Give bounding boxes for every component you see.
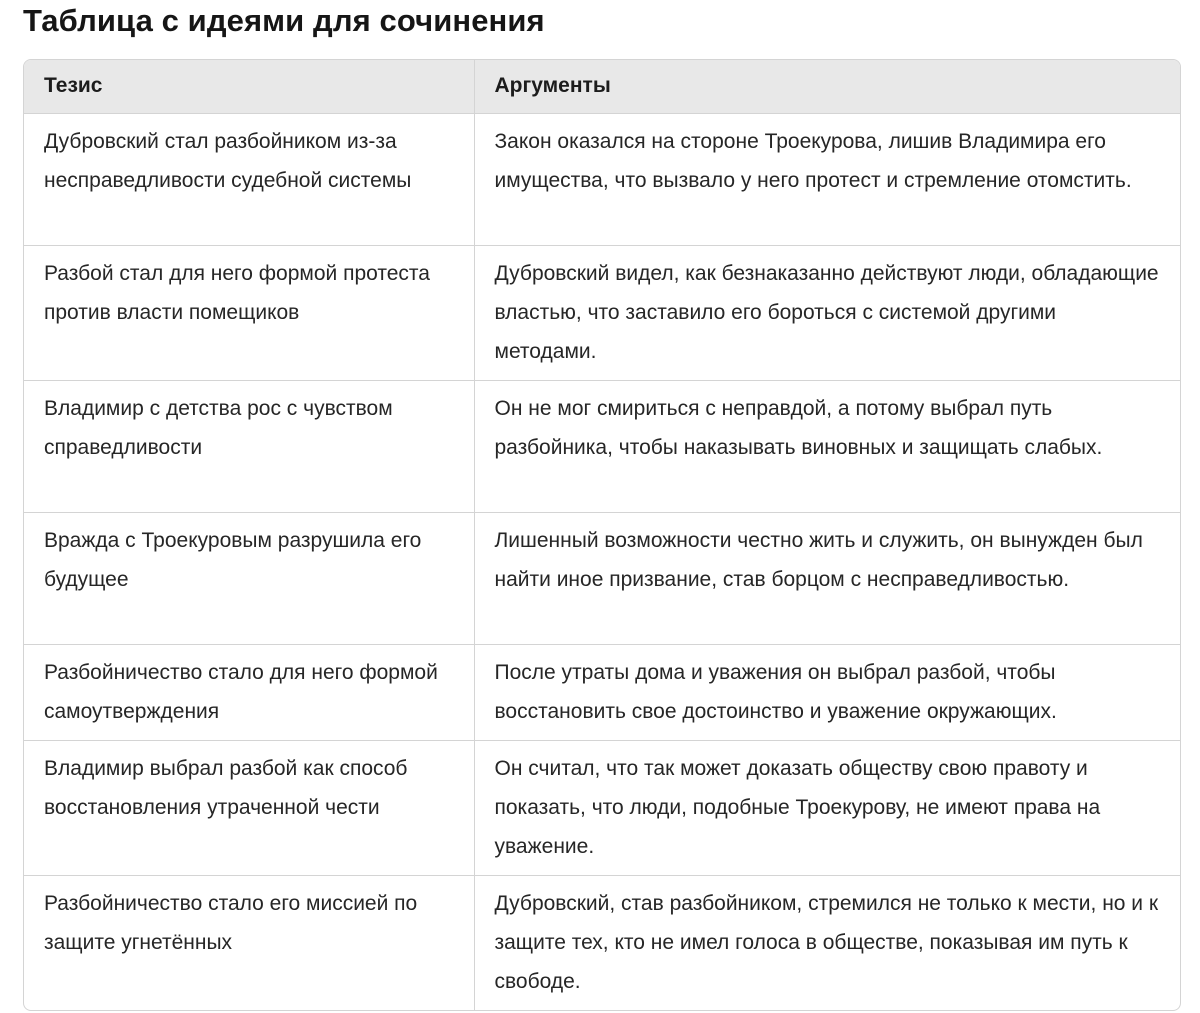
argument-cell: Лишенный возможности честно жить и служить, он вынужден был найти иное призвание, став борцом с несправедливостью.	[474, 512, 1180, 644]
table-row	[24, 380, 1180, 512]
thesis-cell: Разбойничество стало для него формой самоутверждения	[24, 644, 474, 740]
ideas-table	[24, 60, 1180, 1010]
ideas-table-container	[23, 59, 1181, 1011]
table-header-row	[24, 60, 1180, 113]
table-row	[24, 512, 1180, 644]
argument-cell: Он считал, что так может доказать обществу свою правоту и показать, что люди, подобные Троекурову, не имеют права на уважение.	[474, 740, 1180, 875]
table-row	[24, 875, 1180, 1010]
argument-cell: Закон оказался на стороне Троекурова, лишив Владимира его имущества, что вызвало у него протест и стремление отомстить.	[474, 113, 1180, 245]
argument-cell: После утраты дома и уважения он выбрал разбой, чтобы восстановить свое достоинство и уважение окружающих.	[474, 644, 1180, 740]
thesis-cell: Дубровский стал разбойником из-за несправедливости судебной системы	[44, 129, 412, 192]
argument-cell: Он не мог смириться с неправдой, а потому выбрал путь разбойника, чтобы наказывать виновных и защищать слабых.	[474, 380, 1180, 512]
thesis-cell: Владимир выбрал разбой как способ восстановления утраченной чести	[24, 740, 474, 875]
thesis-cell: Разбой стал для него формой протеста против власти помещиков	[24, 245, 474, 380]
table-row	[24, 113, 1180, 245]
thesis-cell: Владимир с детства рос с чувством справедливости	[24, 380, 474, 512]
table-row	[24, 740, 1180, 875]
page-title: Таблица с идеями для сочинения	[23, 3, 545, 38]
table-row	[24, 644, 1180, 740]
header-thesis: Тезис	[24, 60, 474, 113]
argument-cell: Дубровский, став разбойником, стремился не только к мести, но и к защите тех, кто не имел голоса в обществе, показывая им путь к свободе.	[474, 875, 1180, 1010]
table-row	[24, 245, 1180, 380]
header-arguments: Аргументы	[474, 60, 1180, 113]
table-body	[24, 113, 1180, 1010]
argument-cell: Дубровский видел, как безнаказанно действуют люди, обладающие властью, что заставило его бороться с системой другими методами.	[474, 245, 1180, 380]
thesis-cell: Разбойничество стало его миссией по защите угнетённых	[24, 875, 474, 1010]
table-header	[24, 60, 1180, 113]
thesis-cell: Вражда с Троекуровым разрушила его будущее	[24, 512, 474, 644]
